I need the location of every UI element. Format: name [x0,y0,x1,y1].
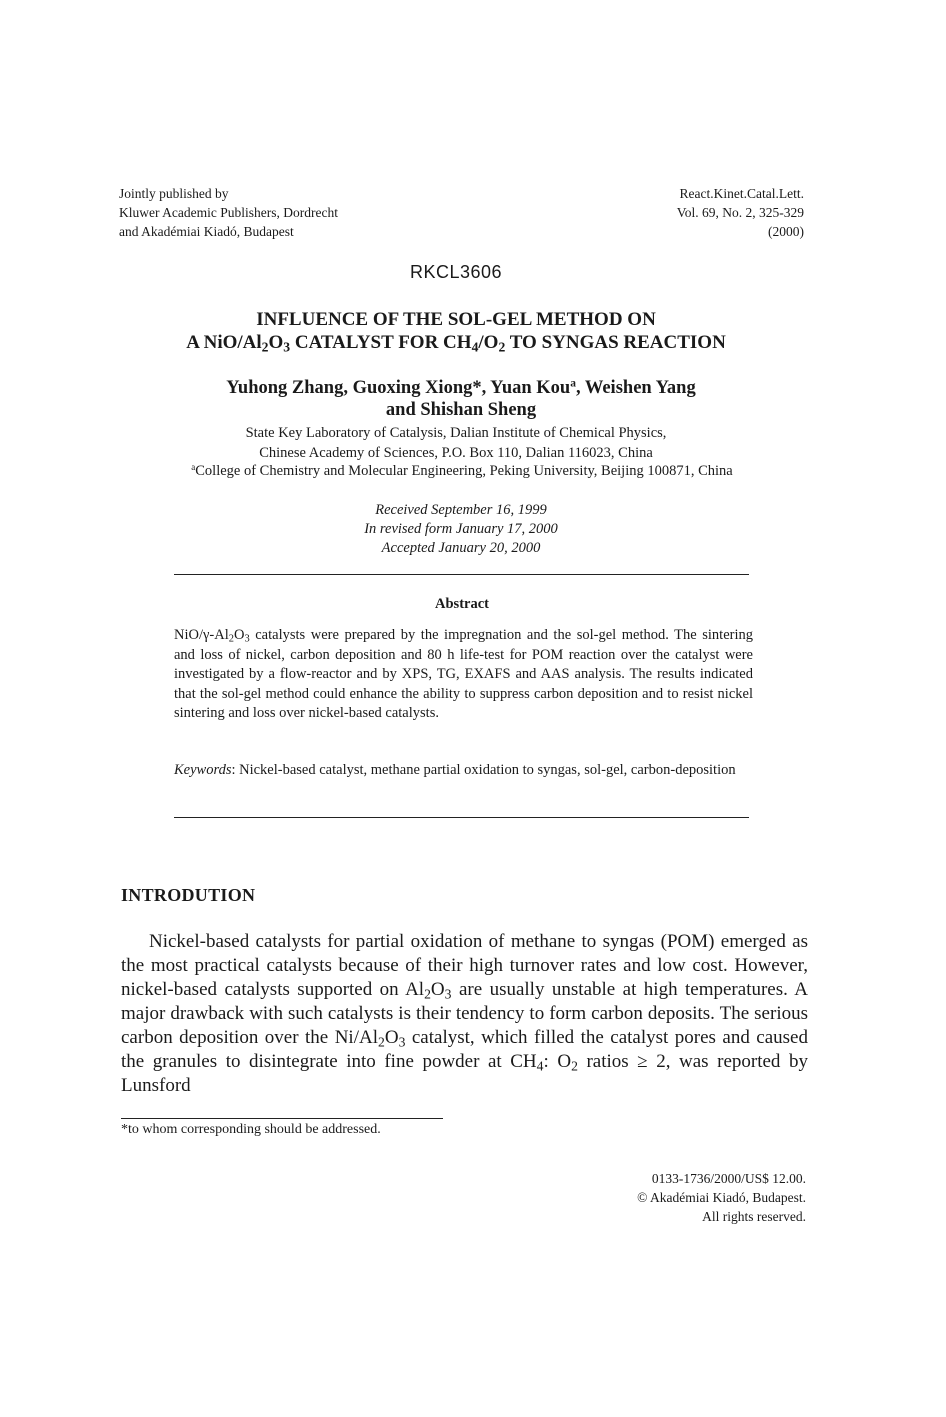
affiliation-line-1: State Key Laboratory of Catalysis, Dalian Institute of Chemical Physics, [245,425,667,441]
journal-citation-block [677,184,804,241]
journal-publisher-block [119,184,338,241]
abstract-top-divider [174,574,749,575]
abstract-bottom-divider [174,817,749,818]
authors-line-1: Yuhong Zhang, Guoxing Xiong*, Yuan Kou$^a$, Weishen Yang [226,377,696,398]
copyright-line-3: All rights reserved. [702,1209,806,1224]
affiliation-line-2: Chinese Academy of Sciences, P.O. Box 110, Dalian 116023, China [259,445,653,461]
citation-line-3: (2000) [768,224,804,239]
date-received: Received September 16, 1999 [375,502,547,518]
publisher-line-1: Jointly published by [119,186,229,201]
copyright-line-1: 0133-1736/2000/US$ 12.00. [651,1171,806,1186]
date-revised: In revised form January 17, 2000 [364,521,558,537]
abstract-heading: Abstract [435,596,489,612]
affiliation-secondary: $^a$College of Chemistry and Molecular Engineering, Peking University, Beijing 100871, China [191,462,733,479]
keywords [174,761,753,781]
copyright-block [637,1169,806,1226]
introduction-heading: INTRODUTION [121,885,256,905]
footnote-divider [121,1118,443,1119]
author-list [0,377,922,421]
paper-title [0,308,912,354]
abstract-text: NiO/$\gamma-Al_2O_3$ catalysts were prepared by the impregnation and the sol-gel method. The sintering and loss of nickel, carbon deposition and 80 h life-test for POM reaction over the catalyst were investigated by a flow-reactor and by XPS, TG, EXAFS and AAS analysis. The results indicated that the sol-gel method could enhance the ability to suppress carbon deposition and to resist nickel sintering and loss over nickel-based catalysts. [174,627,753,721]
title-line-1: INFLUENCE OF THE SOL-GEL METHOD ON [256,309,656,330]
submission-dates [0,501,922,558]
footnote: *to whom corresponding should be addressed. [121,1122,381,1137]
publisher-line-3: and Akadémiai Kiadó, Budapest [119,224,294,239]
date-accepted: Accepted January 20, 2000 [381,540,541,556]
keywords-label: Keywords [174,762,232,778]
affiliation-primary [0,423,912,463]
manuscript-code: RKCL3606 [409,262,503,282]
publisher-line-2: Kluwer Academic Publishers, Dordrecht [119,205,338,220]
copyright-line-2: © Akadémiai Kiadó, Budapest. [637,1190,806,1205]
introduction-paragraph: Nickel-based catalysts for partial oxidation of methane to syngas (POM) emerged as the most practical catalysts because of their high turnover rates and low cost. However, nickel-based catalysts supported on $Al_2O_3$ are usually unstable at high temperatures. A major drawback with such catalysts is their tendency to form carbon deposits. The serious carbon deposition over the $Ni/Al_2O_3$ catalyst, which filled the catalyst pores and caused the granules to disintegrate into fine powder at $CH_4$: $O_2$ ratios ≥ 2, was reported by Lunsford [121,931,808,1096]
title-line-2: A NiO/$Al_2O_3$ CATALYST FOR $CH_4/O_2$ TO SYNGAS REACTION [186,332,726,355]
authors-line-2: and Shishan Sheng [385,400,537,420]
citation-line-2: Vol. 69, No. 2, 325-329 [676,205,804,220]
citation-line-1: React.Kinet.Catal.Lett. [679,186,804,201]
keywords-text: : Nickel-based catalyst, methane partial oxidation to syngas, sol-gel, carbon-deposition [231,762,736,778]
